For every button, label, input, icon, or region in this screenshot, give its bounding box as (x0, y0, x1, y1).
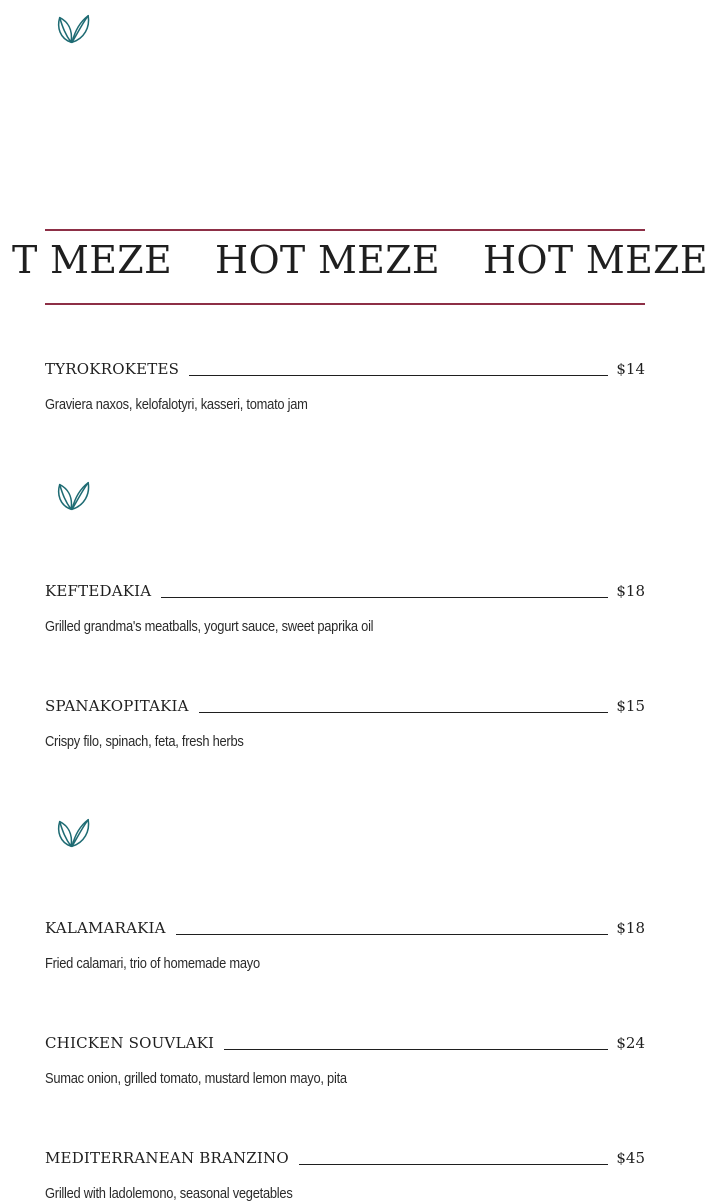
menu-item (45, 355, 645, 415)
menu-item (45, 692, 645, 752)
dotted-leader (189, 364, 608, 376)
dotted-leader (161, 586, 608, 598)
dotted-leader (224, 1038, 608, 1050)
menu-item-description: Grilled grandma's meatballs, yogurt sauce, sweet paprika oil (45, 618, 374, 635)
section-title: T MEZE (12, 238, 173, 282)
menu-item-name: KALAMARAKIA (45, 919, 166, 937)
menu-item-description: Graviera naxos, kelofalotyri, kasseri, tomato jam (45, 396, 308, 413)
section-header-hot-meze (12, 229, 708, 305)
menu-item-name: KEFTEDAKIA (45, 582, 152, 600)
leaf-icon (54, 10, 92, 48)
menu-item (45, 1029, 645, 1089)
menu-item-name: SPANAKOPITAKIA (45, 697, 189, 715)
menu-item-price: $45 (616, 1149, 645, 1167)
menu-item-price: $24 (616, 1034, 645, 1052)
menu-item-name: MEDITERRANEAN BRANZINO (45, 1149, 289, 1167)
menu-item (45, 1144, 645, 1204)
section-title: HOT MEZE (215, 238, 440, 282)
menu-item-price: $18 (616, 582, 645, 600)
menu-item-description: Grilled with ladolemono, seasonal vegetables (45, 1185, 293, 1202)
menu-item-price: $18 (616, 919, 645, 937)
menu-item-price: $14 (616, 360, 645, 378)
menu-item-description: Fried calamari, trio of homemade mayo (45, 955, 260, 972)
dotted-leader (299, 1153, 608, 1165)
menu-item (45, 914, 645, 974)
section-title-marquee (12, 235, 708, 285)
menu-item-description: Sumac onion, grilled tomato, mustard lemon mayo, pita (45, 1070, 347, 1087)
dotted-leader (176, 923, 609, 935)
menu-item-name: TYROKROKETES (45, 360, 180, 378)
dotted-leader (199, 701, 609, 713)
section-title: HOT MEZE (482, 238, 708, 282)
menu-item (45, 577, 645, 637)
menu-item-price: $15 (616, 697, 645, 715)
leaf-icon (54, 477, 92, 515)
menu-item-description: Crispy filo, spinach, feta, fresh herbs (45, 733, 244, 750)
menu-item-name: CHICKEN SOUVLAKI (45, 1034, 215, 1052)
leaf-icon (54, 814, 92, 852)
